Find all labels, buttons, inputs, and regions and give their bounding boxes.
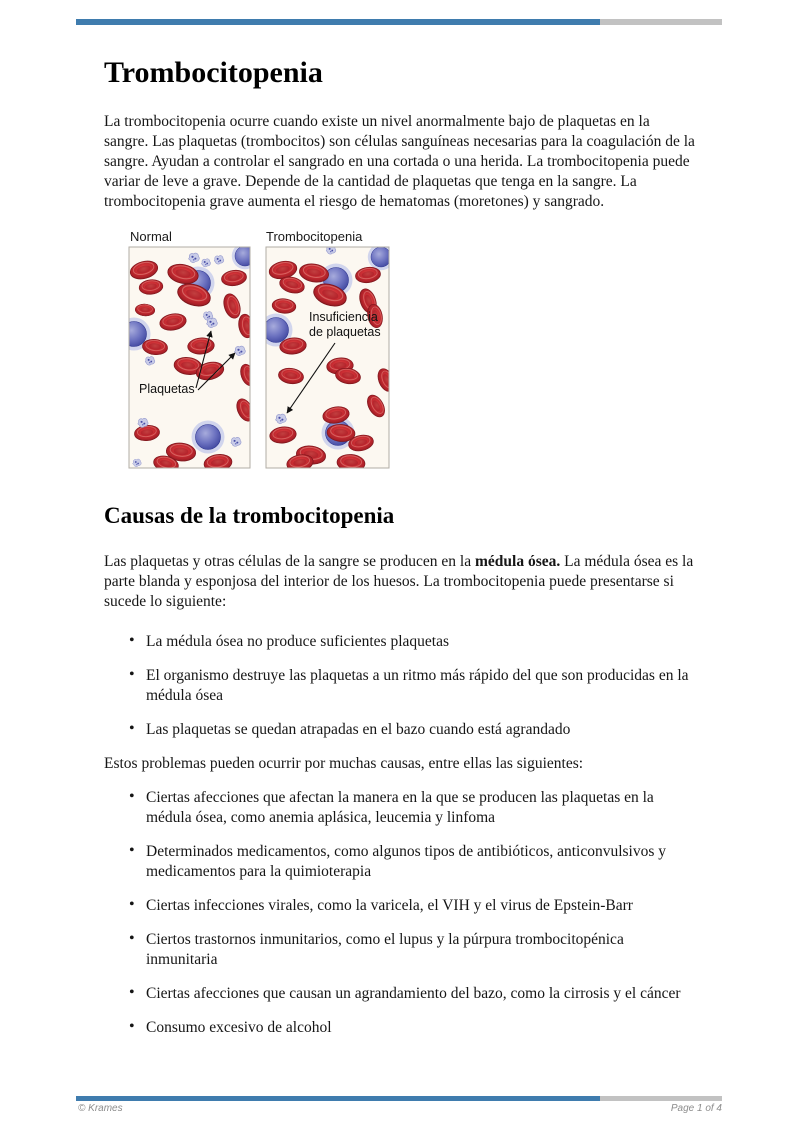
platelet xyxy=(138,418,148,427)
page-title: Trombocitopenia xyxy=(104,56,323,89)
causes-intro-bold: médula ósea. xyxy=(475,553,561,570)
trombocitopenia-panel-label: Trombocitopenia xyxy=(266,230,363,244)
list-item: • Las plaquetas se quedan atrapadas en el bazo cuando está agrandado xyxy=(104,720,696,740)
intro-paragraph: La trombocitopenia ocurre cuando existe un nivel anormalmente bajo de plaquetas en la sangre. Las plaquetas (trombocitos) son células sanguíneas necesarias para la coagulación de la sangre. Ayudan a controlar el sangrado en una cortada o una herida. La trombocitopenia puede variar de leve a grave. Depende de la cantidad de plaquetas que tenga en la sangre. La trombocitopenia grave aumenta el riesgo de hematomas (moretones) y sangrado. xyxy=(104,113,695,210)
platelet xyxy=(214,256,224,265)
list-item: • Determinados medicamentos, como algunos tipos de antibióticos, anticonvulsivos y medicamentos para la quimioterapia xyxy=(104,842,696,882)
platelet xyxy=(145,357,155,366)
insuficiencia-callout-line2: de plaquetas xyxy=(309,325,381,339)
normal-panel-label: Normal xyxy=(130,230,172,244)
list-item: • La médula ósea no produce suficientes plaquetas xyxy=(104,632,696,652)
causes-intro-before: Las plaquetas y otras células de la sangre se producen en la xyxy=(104,553,475,570)
page-footer xyxy=(78,1103,722,1114)
list-item: • Ciertas infecciones virales, como la varicela, el VIH y el virus de Epstein-Barr xyxy=(104,896,696,916)
platelet xyxy=(133,459,142,467)
platelet xyxy=(201,259,210,267)
insuficiencia-callout-line1: Insuficiencia xyxy=(309,310,378,324)
white-blood-cell xyxy=(192,421,225,454)
list-item: • Ciertas afecciones que causan un agrandamiento del bazo, como la cirrosis y el cáncer xyxy=(104,984,696,1004)
causes-bullet-list xyxy=(104,788,696,1038)
list-item: • Consumo excesivo de alcohol xyxy=(104,1018,696,1038)
list-item: • Ciertas afecciones que afectan la manera en la que se producen las plaquetas en la médula ósea, como anemia aplásica, leucemia y linfoma xyxy=(104,788,696,828)
platelet xyxy=(235,346,246,355)
platelet xyxy=(231,437,241,446)
bottom-rule-gray-segment xyxy=(600,1096,722,1101)
causes-section-heading: Causas de la trombocitopenia xyxy=(104,503,395,528)
bottom-rule-blue-segment xyxy=(76,1096,600,1101)
document-content xyxy=(104,0,696,1052)
footer-page-number: Page 1 of 4 xyxy=(670,1103,722,1114)
blood-comparison-figure xyxy=(128,230,392,470)
plaquetas-callout-label: Plaquetas xyxy=(139,382,195,396)
mechanisms-bullet-list xyxy=(104,632,696,740)
platelet xyxy=(276,414,287,423)
platelet xyxy=(189,253,200,262)
list-item: • El organismo destruye las plaquetas a un ritmo más rápido del que son producidas en la médula ósea xyxy=(104,666,696,706)
causes-intro-paragraph xyxy=(104,552,696,612)
bottom-rule xyxy=(76,1096,722,1101)
causes-intro-after: La médula ósea es la parte blanda y esponjosa del interior de los huesos. La trombocitopenia puede presentarse si sucede lo siguiente: xyxy=(104,553,694,610)
platelet xyxy=(207,318,218,327)
list-item: • Ciertos trastornos inmunitarios, como el lupus y la púrpura trombocitopénica inmunitaria xyxy=(104,930,696,970)
footer-copyright: © Krames xyxy=(78,1103,123,1114)
causes-middle-paragraph: Estos problemas pueden ocurrir por muchas causas, entre ellas las siguientes: xyxy=(104,755,584,772)
